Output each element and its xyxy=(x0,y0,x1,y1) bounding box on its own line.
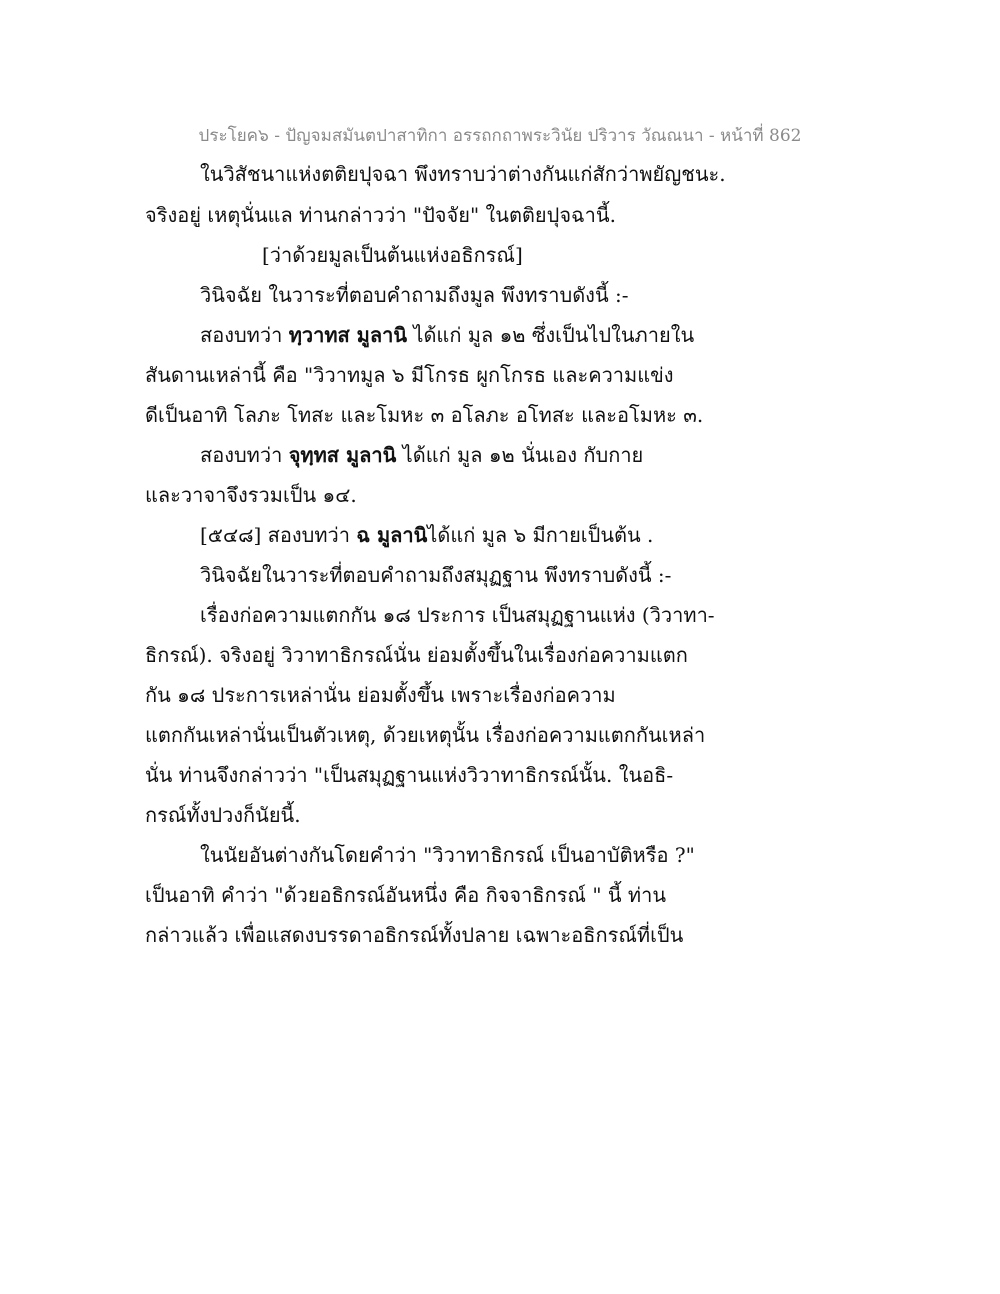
section-heading: [ว่าด้วยมูลเป็นต้นแห่งอธิกรณ์] xyxy=(262,243,523,267)
page-header: ประโยค๖ - ปัญจมสมันตปาสาทิกา อรรถกถาพระวินัย ปริวาร วัณณนา - หน้าที่ 862 xyxy=(198,126,802,146)
text-line: กล่าวแล้ว เพื่อแสดงบรรดาอธิกรณ์ทั้งปลาย เฉพาะอธิกรณ์ที่เป็น xyxy=(145,923,684,947)
text-line: เป็นอาทิ คำว่า "ด้วยอธิกรณ์อันหนึ่ง คือ กิจจาธิกรณ์ " นี้ ท่าน xyxy=(145,883,667,907)
text-line: วินิจฉัยในวาระที่ตอบคำถามถึงสมุฏฐาน พึงทราบดังนี้ :- xyxy=(200,563,672,587)
pali-term: จุทฺทส มูลานิ xyxy=(288,443,397,467)
text-line: แตกกันเหล่านั่นเป็นตัวเหตุ, ด้วยเหตุนั้น เรื่องก่อความแตกกันเหล่า xyxy=(145,723,706,747)
text-line: สันดานเหล่านี้ คือ "วิวาทมูล ๖ มีโกรธ ผูกโกรธ และความแข่ง xyxy=(145,363,674,387)
text-line: ธิกรณ์). จริงอยู่ วิวาทาธิกรณ์นั่น ย่อมตั้งขึ้นในเรื่องก่อความแตก xyxy=(145,643,688,667)
text-line: จริงอยู่ เหตุนั่นแล ท่านกล่าวว่า "ปัจจัย" ในตติยปุจฉานี้. xyxy=(145,203,616,227)
text-line: นั่น ท่านจึงกล่าวว่า "เป็นสมุฏฐานแห่งวิวาทาธิกรณ์นั้น. ในอธิ- xyxy=(145,763,674,787)
line-suffix: ได้แก่ มูล ๑๒ ซึ่งเป็นไปในภายใน xyxy=(407,323,695,347)
text-line xyxy=(200,441,643,469)
text-line: ดีเป็นอาทิ โลภะ โทสะ และโมหะ ๓ อโลภะ อโทสะ และอโมหะ ๓. xyxy=(145,403,704,427)
text-line: กรณ์ทั้งปวงก็นัยนี้. xyxy=(145,803,301,827)
text-line xyxy=(200,321,694,349)
line-suffix: ได้แก่ มูล ๖ มีกายเป็นต้น . xyxy=(427,523,654,547)
text-line: เรื่องก่อความแตกกัน ๑๘ ประการ เป็นสมุฏฐานแห่ง (วิวาทา- xyxy=(200,603,715,627)
text-line: และวาจาจึงรวมเป็น ๑๔. xyxy=(145,483,357,507)
line-prefix: สองบทว่า xyxy=(200,443,289,467)
line-prefix: สองบทว่า xyxy=(200,323,289,347)
line-suffix: ได้แก่ มูล ๑๒ นั่นเอง กับกาย xyxy=(396,443,644,467)
text-line: กัน ๑๘ ประการเหล่านั่น ย่อมตั้งขึ้น เพราะเรื่องก่อความ xyxy=(145,683,616,707)
text-line xyxy=(200,521,653,549)
text-line: วินิจฉัย ในวาระที่ตอบคำถามถึงมูล พึงทราบดังนี้ :- xyxy=(200,283,629,307)
pali-term: ทฺวาทส มูลานิ xyxy=(288,323,408,347)
text-line: ในนัยอันต่างกันโดยคำว่า "วิวาทาธิกรณ์ เป็นอาบัติหรือ ?" xyxy=(200,843,695,867)
pali-term: ฉ มูลานิ xyxy=(356,523,428,547)
line-prefix: [๕๔๘] สองบทว่า xyxy=(200,523,357,547)
text-line: ในวิสัชนาแห่งตติยปุจฉา พึงทราบว่าต่างกันแก่สักว่าพยัญชนะ. xyxy=(200,162,726,186)
